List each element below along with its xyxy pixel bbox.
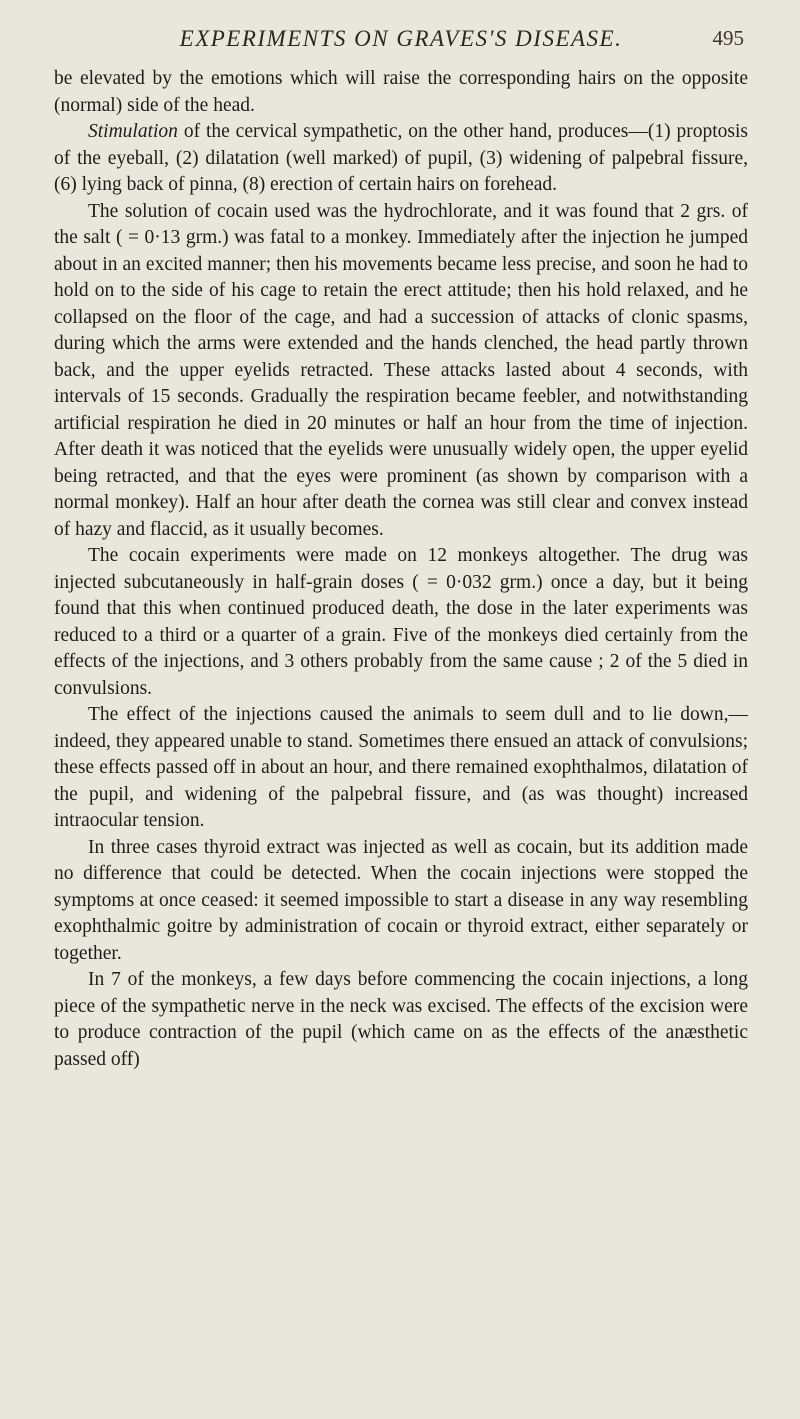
page-number: 495	[712, 26, 744, 50]
paragraph-4	[54, 543, 748, 702]
paragraph-5	[54, 702, 748, 835]
paragraph-3-text: The solution of cocain used was the hydrochlorate, and it was found that 2 grs. of the salt ( = 0·13 grm.) was fatal to a monkey. Immediately after the injection he jumped about in an excited manner; then his movements became less precise, and soon he had to hold on to the side of his cage to retain the erect attitude; then his hold relaxed, and he collapsed on the floor of the cage, and had a succession of attacks of clonic spasms, during which the arms were extended and the hands clenched, the head partly thrown back, and the upper eyelids retracted. These attacks lasted about 4 seconds, with intervals of 15 seconds. Gradually the respiration became feebler, and notwithstanding artificial respiration he died in 20 minutes or half an hour from the time of injection. After death it was noticed that the eyelids were unusually widely open, the upper eyelid being retracted, and that the eyes were prominent (as shown by comparison with a normal monkey). Half an hour after death the cornea was still clear and convex instead of hazy and flaccid, as it usually becomes.	[54, 200, 748, 540]
paragraph-2	[54, 119, 748, 199]
paragraph-5-text: The effect of the injections caused the animals to seem dull and to lie down,—indeed, they appeared unable to stand. Sometimes there ensued an attack of convulsions; these effects passed off in about an hour, and there remained exophthalmos, dilatation of the pupil, and widening of the palpebral fissure, and (as was thought) increased intraocular tension.	[54, 704, 748, 831]
running-title: EXPERIMENTS ON GRAVES'S DISEASE.	[179, 26, 623, 51]
paragraph-1-text: be elevated by the emotions which will raise the corresponding hairs on the opposite (normal) side of the head.	[54, 68, 748, 116]
paragraph-2-lead: Stimulation	[88, 121, 178, 142]
paragraph-6-text: In three cases thyroid extract was injected as well as cocain, but its addition made no difference that could be detected. When the cocain injections were stopped the symptoms at once ceased: it seemed impossible to start a disease in any way resembling exophthalmic goitre by administration of cocain or thyroid extract, either separately or together.	[54, 836, 748, 964]
paragraph-3	[54, 199, 748, 544]
paragraph-1	[54, 66, 748, 119]
body-text	[54, 66, 748, 1073]
paragraph-2-text: of the cervical sympathetic, on the other hand, produces—(1) proptosis of the eyeball, (2) dilatation (well marked) of pupil, (3) widening of palpebral fissure, (6) lying back of pinna, (8) erection of certain hairs on forehead.	[54, 121, 748, 195]
running-head	[54, 26, 748, 66]
paragraph-7-text: In 7 of the monkeys, a few days before commencing the cocain injections, a long piece of the sympathetic nerve in the neck was excised. The effects of the excision were to produce contraction of the pupil (which came on as the effects of the anæsthetic passed off)	[54, 969, 748, 1070]
paragraph-4-text: The cocain experiments were made on 12 monkeys altogether. The drug was injected subcutaneously in half-grain doses ( = 0·032 grm.) once a day, but it being found that this when continued produced death, the dose in the later experiments was reduced to a third or a quarter of a grain. Five of the monkeys died certainly from the effects of the injections, and 3 others probably from the same cause ; 2 of the 5 died in convulsions.	[54, 545, 748, 699]
paragraph-7	[54, 967, 748, 1073]
paragraph-6	[54, 835, 748, 968]
